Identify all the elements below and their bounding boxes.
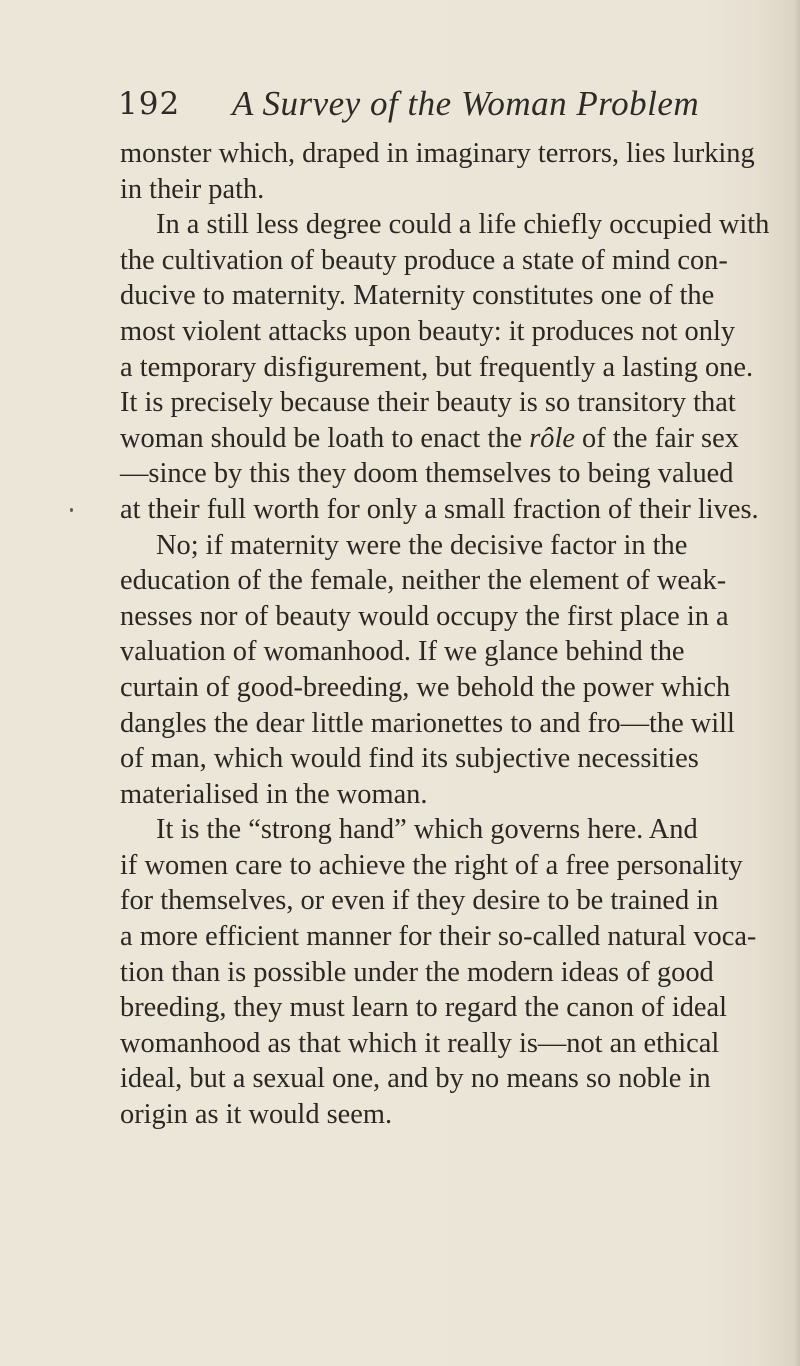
text-line: It is the “strong hand” which governs here. And (156, 814, 698, 846)
text-line: for themselves, or even if they desire to be trained in (120, 885, 719, 917)
running-title: A Survey of the Woman Problem (232, 84, 700, 123)
text-line: No; if maternity were the decisive factor in the (156, 529, 688, 561)
text-line: of man, which would find its subjective necessities (120, 743, 699, 775)
text-line: monster which, draped in imaginary terrors, lies lurking (120, 138, 755, 169)
text-line: most violent attacks upon beauty: it produces not only (120, 315, 736, 347)
text-line: In a still less degree could a life chiefly occupied with (156, 209, 770, 241)
text-line: the cultivation of beauty produce a state of mind con- (120, 244, 728, 276)
text-line: a more efficient manner for their so-called natural voca- (120, 921, 757, 953)
italic-word: rôle (529, 422, 575, 454)
text-line: dangles the dear little marionettes to and fro—the will (120, 707, 735, 739)
text-line: if women care to achieve the right of a free personality (120, 849, 743, 881)
text-line: in their path. (120, 173, 265, 205)
text-line: ideal, but a sexual one, and by no means so noble in (120, 1063, 711, 1095)
text-line: at their full worth for only a small fraction of their lives. (120, 493, 759, 525)
page-header (118, 82, 700, 126)
text-line: woman should be loath to enact the rôle of the fair sex (120, 422, 739, 454)
text-line: tion than is possible under the modern ideas of good (120, 956, 714, 988)
page-edge-shadow (794, 0, 800, 1366)
text-line: education of the female, neither the element of weak- (120, 565, 727, 597)
text-line: valuation of womanhood. If we glance behind the (120, 636, 685, 668)
text-line: a temporary disfigurement, but frequently a lasting one. (120, 351, 754, 383)
text-line: —since by this they doom themselves to being valued (120, 458, 734, 490)
text-line: ducive to maternity. Maternity constitutes one of the (120, 280, 715, 312)
text-line: It is precisely because their beauty is so transitory that (120, 387, 736, 419)
paper-speck (70, 508, 73, 512)
text-line: curtain of good-breeding, we behold the power which (120, 671, 731, 703)
text-line: nesses nor of beauty would occupy the first place in a (120, 600, 729, 632)
text-line: origin as it would seem. (120, 1099, 393, 1131)
text-line: womanhood as that which it really is—not an ethical (120, 1027, 720, 1059)
body-text (120, 136, 770, 1133)
page-number: 192 (118, 86, 181, 122)
text-line: materialised in the woman. (120, 778, 428, 810)
text-line: breeding, they must learn to regard the canon of ideal (120, 992, 728, 1024)
